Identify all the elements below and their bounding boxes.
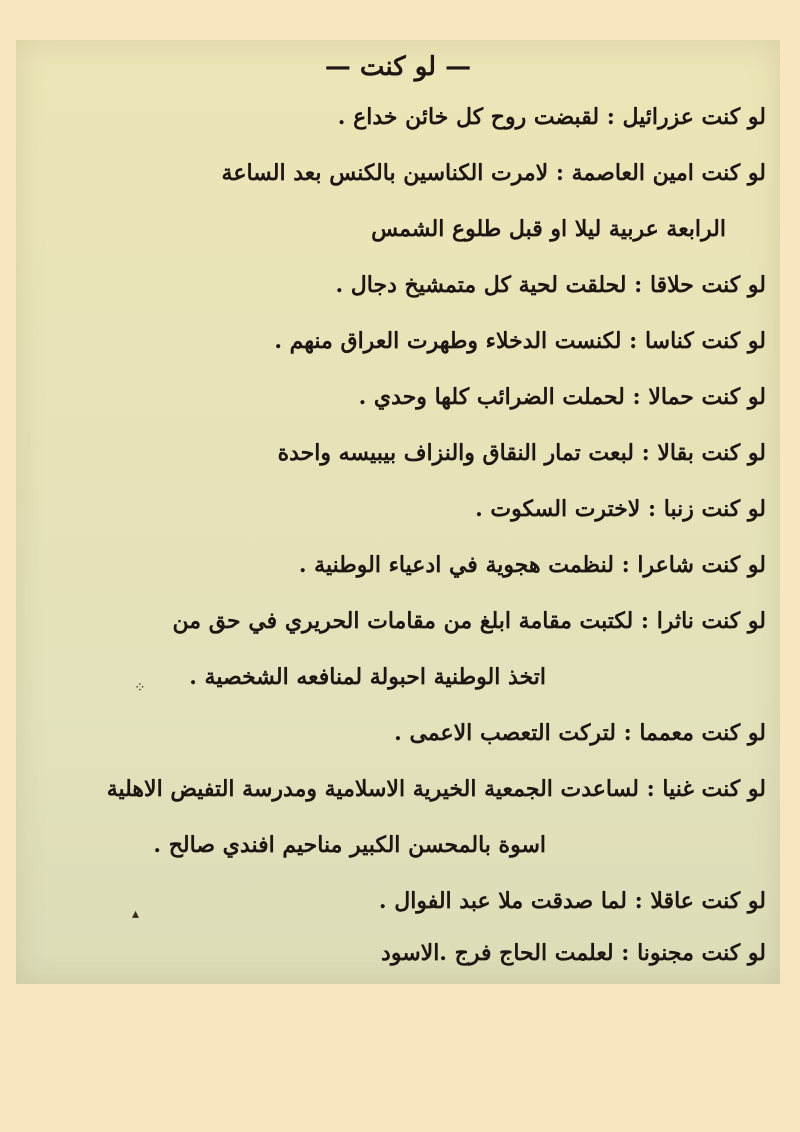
ink-speck: ▴ bbox=[132, 906, 140, 922]
text-line-continuation: الرابعة عربية ليلا او قبل طلوع الشمس bbox=[371, 216, 726, 242]
text-line: لو كنت معمما : لتركت التعصب الاعمى . bbox=[394, 720, 766, 746]
text-line: لو كنت امين العاصمة : لامرت الكناسين بالكنس بعد الساعة bbox=[221, 160, 766, 186]
text-line: لو كنت غنيا : لساعدت الجمعية الخيرية الاسلامية ومدرسة التفيض الاهلية bbox=[106, 776, 766, 802]
text-line: لو كنت عزرائيل : لقبضت روح كل خائن خداع . bbox=[337, 104, 766, 130]
text-line: لو كنت زنبا : لاخترت السكوت . bbox=[475, 496, 766, 522]
text-line: لو كنت كناسا : لكنست الدخلاء وطهرت العراق منهم . bbox=[274, 328, 766, 354]
text-line: لو كنت ناثرا : لكتبت مقامة ابلغ من مقامات الحريري في حق من bbox=[172, 608, 766, 634]
text-line-continuation: اسوة بالمحسن الكبير مناحيم افندي صالح . bbox=[153, 832, 546, 858]
text-line-continuation: اتخذ الوطنية احبولة لمنافعه الشخصية . bbox=[189, 664, 546, 690]
text-line: لو كنت حلاقا : لحلقت لحية كل متمشيخ دجال . bbox=[335, 272, 766, 298]
text-line: لو كنت بقالا : لبعت تمار النقاق والنزاف بيبيسه واحدة bbox=[277, 440, 766, 466]
text-line: لو كنت حمالا : لحملت الضرائب كلها وحدي . bbox=[358, 384, 766, 410]
ink-speck: ⁘ bbox=[134, 680, 146, 696]
scanned-page bbox=[16, 40, 780, 984]
text-line: لو كنت شاعرا : لنظمت هجوية في ادعياء الوطنية . bbox=[298, 552, 766, 578]
text-line: لو كنت عاقلا : لما صدقت ملا عبد الفوال . bbox=[378, 888, 766, 914]
page-title: — لو كنت — bbox=[324, 52, 472, 82]
text-line: لو كنت مجنونا : لعلمت الحاج فرج .الاسود bbox=[381, 940, 766, 966]
